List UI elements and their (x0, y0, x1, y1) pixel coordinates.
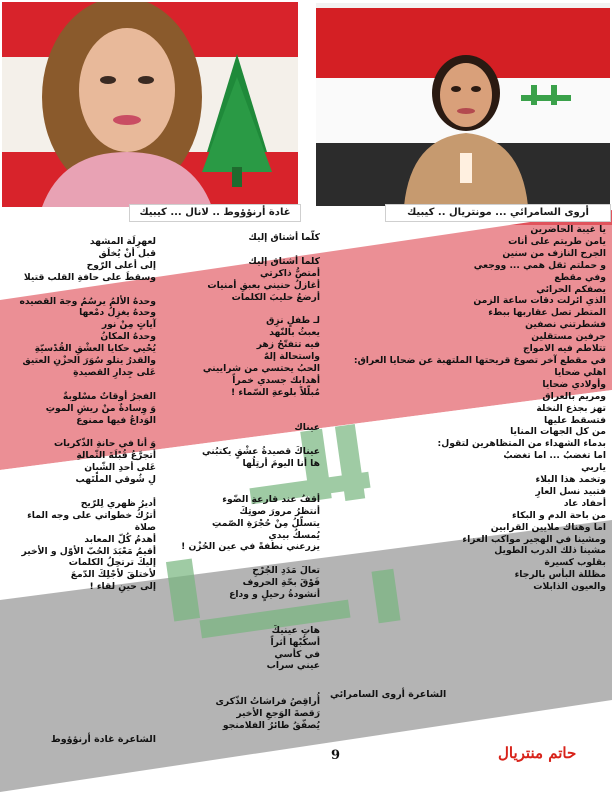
poem-line: أنتظرُ مرورَ صوتِكَ (239, 505, 320, 517)
poem-line: أقفُ عند قارعةِ الضّوء (222, 493, 320, 505)
poem-column-left (6, 236, 156, 593)
poem-line: فشطرتني نصفين (525, 319, 606, 331)
stanza-break (160, 684, 320, 696)
stanza-break (160, 482, 320, 494)
poem-line: وسقطَ على حافةِ القلب قتيلا (23, 271, 156, 283)
poem-column-middle (160, 232, 320, 732)
stanza-break (160, 303, 320, 315)
poem-line: تعالَ مَدَدِ الجُرْحِ (252, 565, 320, 577)
stanza-break (160, 411, 320, 423)
stanza-break (6, 426, 156, 438)
poem-line: يتسلّلُ مِنْ حُجْرَةِ الصّمتِ (212, 517, 320, 529)
stanza-break (160, 399, 320, 411)
poem-line: تهز بجذع النخلة (536, 402, 606, 414)
poem-line: المتطر تصل عقاربها ببطء (488, 307, 606, 319)
poem-line: جرفين مستقلين (531, 331, 606, 343)
poem-line: ها أنا اليومَ أرتِلُها (242, 458, 320, 470)
poem-line: صلاة (134, 521, 156, 533)
poem-line: والقدرُ يتلو سُوَرَ الحزْنِ العتيق (22, 355, 156, 367)
poem-line: وحدهُ المكانُ (100, 331, 156, 343)
poem-line: لعهرِلَة المشهد (89, 236, 156, 247)
poem-line: عَلى جِدارِ القصيدةِ (73, 366, 156, 378)
poem-line: وَ وِسادةٌ منْ ريشِ الموتِ (45, 402, 156, 414)
poem-line: يا غيبة الحاضرين (530, 224, 606, 235)
poem-line: مُبلّلاً بلوعةِ السّماء ! (230, 386, 320, 398)
poem-line: إلى حينِ لقاء ! (89, 581, 156, 593)
poet-photo-iraq (316, 3, 610, 206)
stanza-break (6, 379, 156, 391)
poem-line: اما وهناك ملايين القرابين (490, 521, 606, 533)
caption-right-photo: أروى السامرائي ... مونتريال .. كيبيك (385, 204, 611, 222)
poem-line: فتسقط عليها (543, 414, 606, 426)
poem-line: أمتصُّ ذاكرتي (260, 267, 320, 279)
poem-line: وَ أنا في حانةِ الذّكريات (53, 438, 156, 450)
poem-line: لِ شُوقي الملْتَهب (75, 474, 156, 486)
caption-left-photo: غادة أرنؤؤوط .. لانال ... كيبيك (129, 204, 301, 222)
poem-line: وفي مقطع (554, 271, 606, 283)
poem-line: يصفكم الحرائي (536, 283, 606, 295)
poem-line: وحدهُ الألمُ يرسُمُ وجهَ القصيده (19, 295, 156, 307)
poem-line: ياربي (581, 462, 606, 474)
poem-line: أسكُبْها أثراً (270, 636, 320, 648)
poem-line: أهدمُ كُلّ المعابد (84, 533, 156, 545)
poet-photo-lebanon (2, 2, 298, 207)
stanza-break (6, 486, 156, 498)
stanza-break (160, 434, 320, 446)
poem-line: واستحالة إلهٌ (263, 351, 320, 363)
poem-column-right (330, 224, 606, 593)
poem-line: لـ طفلٍ نزِق (266, 315, 320, 327)
poem-line: عيناكَ قصيدةُ عشْقٍ يكتبُني (201, 446, 320, 458)
poem-line: من باحة الدم و البكاء (511, 509, 606, 521)
poem-line: في مقطع آخر تصوغ قريحتها الملتهبة عن ضحايا العراق: (353, 354, 606, 366)
poem-line: أقيمُ مَعْبَدَ الحُبّ الأوّل و الأخير (21, 545, 156, 557)
poem-line: أرضعُ حليبَ الكلمات (231, 291, 320, 303)
poem-line: كلّما أشتاق إليك (248, 232, 320, 243)
poem-line: يعبثُ بالنّهد (269, 327, 320, 339)
stanza-break (160, 244, 320, 256)
poem-line: يامن طريتم على أنات (508, 235, 606, 247)
stanza-break (160, 613, 320, 625)
page-number: 9 (331, 748, 341, 763)
poem-line: الذي ائرلت دقات ساعة الزمن (473, 295, 606, 307)
poem-line: مشينا ذلك الدرب الطويل (494, 545, 606, 557)
poem-line: أنشودةُ رحيلٍ و وداع (229, 589, 320, 601)
poem-line: فيه تتفتّحُ زهر (256, 339, 320, 351)
poem-line: أغازلُ حنيني بعبقِ أمنيات (207, 279, 320, 291)
poem-line: يُصفّقُ طائرُ الفلامنجو (222, 719, 320, 731)
stanza-break (6, 284, 156, 296)
magazine-logo: حاتم منتريال (498, 744, 577, 762)
poem-line: مظللة البأس بالرجاء (514, 569, 606, 581)
poem-line: أترُكُ خطواتي على وجه الماء (27, 509, 156, 521)
poem-line: عيني سراب (266, 660, 320, 672)
poem-line: إليكَ ترتحِلُ الكلمات (68, 557, 156, 569)
poem-line: من كل الجهات المنايا (510, 426, 606, 438)
poem-line: الوَداعُ فيها ممنوع (76, 414, 156, 426)
poem-line: ومريم بالعراق (542, 390, 606, 402)
poem-line: يُمسكُ بيدي (268, 529, 320, 541)
poem-line: أُراقِصُ فراشاتُ الذّكرى (215, 696, 320, 708)
poem-line: وأولادي ضحايا (542, 378, 606, 390)
poem-line: عَلى أحدِ الشّبان (84, 462, 156, 474)
poem-line: فَوْقَ بحّةِ الحروف (242, 577, 320, 589)
poem-line: وحدهُ يغزِلُ دمْعها (79, 307, 156, 319)
poem-line: تتلاطم فيه الامواج (523, 343, 606, 355)
poem-line: بقلوب كسيرة (544, 557, 606, 569)
signature-right-poet: الشاعرة أروى السامرائي (330, 689, 447, 700)
poem-line: لأختلقَ لأجْلِكَ الدّمعَ (70, 569, 156, 581)
poem-line: ومشينا في الهجير مواكب العزاء (462, 533, 606, 545)
poem-line: في كأسي (274, 648, 320, 660)
poem-line: قبل أنْ يُخلَق (98, 247, 156, 259)
poem-line: اهلي ضحايا (554, 366, 606, 378)
poem-line: و حملتم ثقل همي ... ووجعي (473, 259, 606, 271)
poem-line: الحبُ يحتسي من شراييني (202, 362, 320, 374)
poem-line: عيناك (294, 422, 320, 434)
poem-line: اما تغضبُ ... اما تغضبُ (503, 450, 606, 462)
poem-line: أتجرَّعُ قُبْلَةَ الثّمالةِ (76, 450, 156, 462)
stanza-break (160, 601, 320, 613)
poem-line: يزرعني نطفةً في عين الحُزْن ! (181, 541, 320, 553)
poem-line: هاتِ عينيكَ (271, 624, 320, 636)
stanza-break (160, 672, 320, 684)
poem-line: أحفاد عاد (563, 497, 606, 509)
stanza-break (160, 553, 320, 565)
poem-line: آياتٍ مِنْ نور (101, 319, 156, 331)
poem-line: وتخمد هذا البلاء (535, 474, 606, 486)
poem-line: بدماء الشهداء من المتظاهرين لتقول: (437, 438, 606, 450)
poem-line: الجرح النازف من سنين (502, 247, 606, 259)
signature-left-poet: الشاعرة غادة أرنؤؤوط (50, 734, 156, 745)
poem-line: أهدابك جسدي خمراً (232, 374, 320, 386)
stanza-break (160, 470, 320, 482)
poem-line: الفجرُ أوقاتٌ مسْلوبةٌ (62, 390, 156, 402)
poem-line: كلما أشتاق إليك (248, 255, 320, 267)
poem-line: أديرُ ظهري لِلرّيح (80, 497, 156, 509)
poem-line: رَقصةَ الوَجعِ الأخير (236, 708, 320, 720)
poem-line: إلى أعلى الرّوح (86, 259, 156, 271)
poem-line: فتبيد نسل العارِ (535, 485, 606, 497)
poem-line: والعيون الذابلات (533, 581, 606, 593)
poem-line: يُحْيي حكايا العشْقِ القُدْسيّةِ (34, 343, 156, 355)
